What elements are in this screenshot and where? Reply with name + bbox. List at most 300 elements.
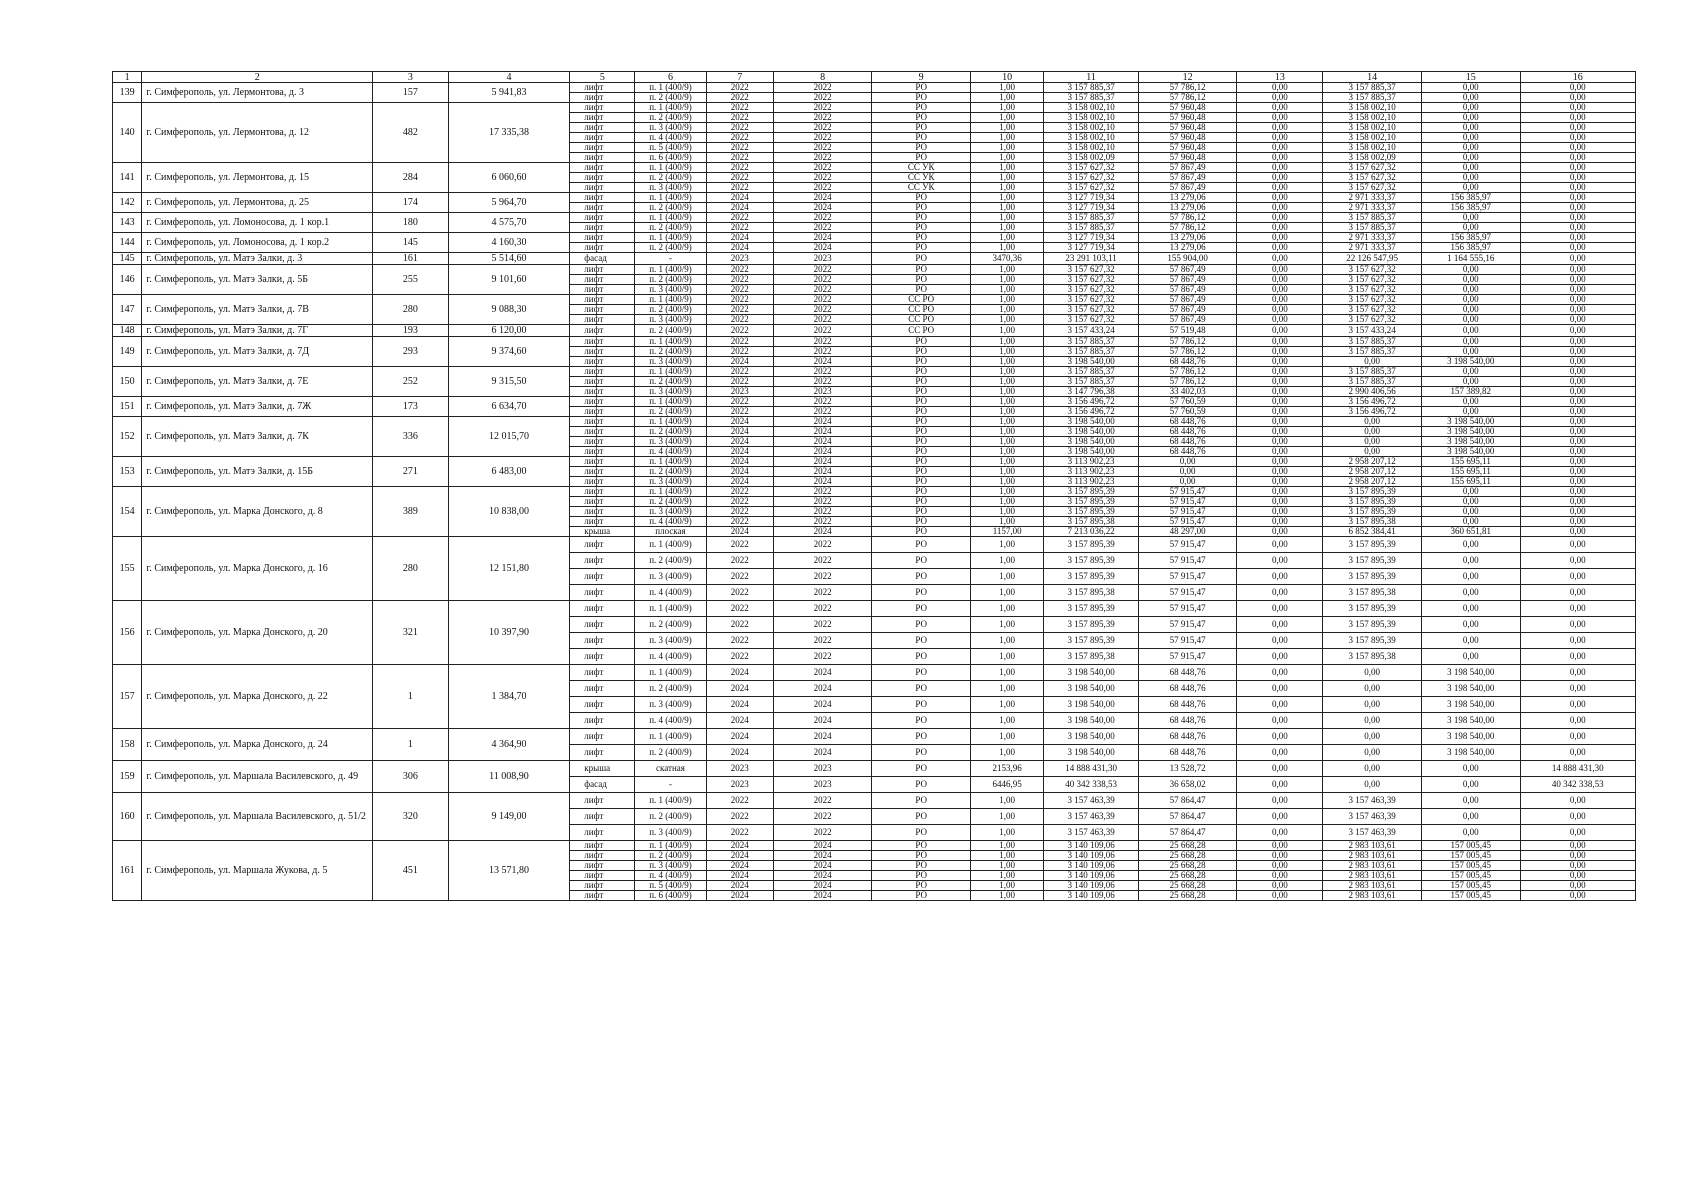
entrance: п. 5 (400/9): [635, 143, 706, 153]
total-cost: 3 157 627,32: [1044, 183, 1138, 193]
cost-fund-a: 0,00: [1237, 891, 1323, 901]
cost-extra: 57 786,12: [1138, 347, 1237, 357]
entrance: плоская: [635, 527, 706, 537]
cost-fund-d: 0,00: [1520, 337, 1635, 347]
funding-source: РО: [872, 825, 971, 841]
cost-fund-c: 0,00: [1421, 777, 1520, 793]
volume: 1,00: [970, 601, 1043, 617]
address-cell: г. Симферополь, ул. Матэ Залки, д. 7К: [142, 417, 373, 457]
funding-source: РО: [872, 665, 971, 681]
address-cell: г. Симферополь, ул. Марка Донского, д. 22: [142, 665, 373, 729]
year-end: 2022: [773, 163, 872, 173]
total-area: 5 941,83: [448, 83, 570, 103]
cost-fund-d: 0,00: [1520, 437, 1635, 447]
apartments-count: 173: [373, 397, 449, 417]
row-number: 143: [113, 213, 142, 233]
address-cell: г. Симферополь, ул. Матэ Залки, д. 15Б: [142, 457, 373, 487]
total-cost: 3 198 540,00: [1044, 447, 1138, 457]
cost-fund-b: 2 983 103,61: [1323, 851, 1422, 861]
total-cost: 3 198 540,00: [1044, 697, 1138, 713]
cost-fund-d: 0,00: [1520, 193, 1635, 203]
entrance: п. 2 (400/9): [635, 203, 706, 213]
cost-fund-c: 360 651,81: [1421, 527, 1520, 537]
year-start: 2024: [706, 861, 773, 871]
entrance: п. 1 (400/9): [635, 601, 706, 617]
work-type: лифт: [570, 265, 635, 275]
cost-fund-a: 0,00: [1237, 851, 1323, 861]
total-area: 5 514,60: [448, 253, 570, 265]
total-cost: 3 157 433,24: [1044, 325, 1138, 337]
volume: 1,00: [970, 265, 1043, 275]
cost-fund-d: 0,00: [1520, 367, 1635, 377]
work-type: лифт: [570, 377, 635, 387]
apartments-count: 280: [373, 537, 449, 601]
cost-extra: 57 915,47: [1138, 487, 1237, 497]
year-start: 2022: [706, 93, 773, 103]
funding-source: РО: [872, 601, 971, 617]
cost-extra: 68 448,76: [1138, 665, 1237, 681]
table-row: [113, 417, 1636, 427]
cost-fund-a: 0,00: [1237, 407, 1323, 417]
year-start: 2024: [706, 729, 773, 745]
volume: 1,00: [970, 729, 1043, 745]
entrance: п. 2 (400/9): [635, 173, 706, 183]
volume: 1,00: [970, 163, 1043, 173]
cost-fund-a: 0,00: [1237, 871, 1323, 881]
total-cost: 3 198 540,00: [1044, 665, 1138, 681]
cost-fund-d: 0,00: [1520, 517, 1635, 527]
address-cell: г. Симферополь, ул. Лермонтова, д. 3: [142, 83, 373, 103]
cost-fund-c: 0,00: [1421, 377, 1520, 387]
volume: 1,00: [970, 437, 1043, 447]
work-type: лифт: [570, 457, 635, 467]
cost-fund-a: 0,00: [1237, 285, 1323, 295]
funding-source: РО: [872, 851, 971, 861]
year-end: 2022: [773, 825, 872, 841]
volume: 1,00: [970, 713, 1043, 729]
volume: 1,00: [970, 477, 1043, 487]
cost-fund-a: 0,00: [1237, 213, 1323, 223]
cost-fund-b: 3 158 002,10: [1323, 143, 1422, 153]
cost-fund-d: 0,00: [1520, 83, 1635, 93]
total-cost: 3 158 002,10: [1044, 113, 1138, 123]
cost-fund-a: 0,00: [1237, 223, 1323, 233]
cost-fund-d: 0,00: [1520, 447, 1635, 457]
year-end: 2024: [773, 881, 872, 891]
year-start: 2022: [706, 265, 773, 275]
work-type: лифт: [570, 153, 635, 163]
funding-source: РО: [872, 527, 971, 537]
cost-fund-b: 3 157 627,32: [1323, 275, 1422, 285]
cost-fund-c: 0,00: [1421, 123, 1520, 133]
cost-fund-a: 0,00: [1237, 103, 1323, 113]
column-header: 5: [570, 72, 635, 83]
funding-source: РО: [872, 83, 971, 93]
volume: 2153,96: [970, 761, 1043, 777]
year-end: 2022: [773, 83, 872, 93]
cost-fund-d: 0,00: [1520, 103, 1635, 113]
cost-extra: 57 786,12: [1138, 337, 1237, 347]
cost-fund-b: 0,00: [1323, 745, 1422, 761]
cost-fund-a: 0,00: [1237, 367, 1323, 377]
cost-fund-b: 0,00: [1323, 427, 1422, 437]
work-type: лифт: [570, 367, 635, 377]
entrance: п. 1 (400/9): [635, 457, 706, 467]
cost-fund-c: 3 198 540,00: [1421, 447, 1520, 457]
cost-fund-a: 0,00: [1237, 793, 1323, 809]
year-end: 2022: [773, 103, 872, 113]
work-type: лифт: [570, 517, 635, 527]
entrance: п. 4 (400/9): [635, 133, 706, 143]
total-cost: 3 157 463,39: [1044, 793, 1138, 809]
cost-fund-a: 0,00: [1237, 861, 1323, 871]
volume: 1,00: [970, 113, 1043, 123]
year-start: 2022: [706, 601, 773, 617]
cost-fund-a: 0,00: [1237, 553, 1323, 569]
year-end: 2024: [773, 841, 872, 851]
cost-fund-a: 0,00: [1237, 315, 1323, 325]
cost-fund-a: 0,00: [1237, 83, 1323, 93]
total-cost: 3 157 885,37: [1044, 223, 1138, 233]
cost-fund-c: 3 198 540,00: [1421, 437, 1520, 447]
funding-source: РО: [872, 793, 971, 809]
total-area: 9 315,50: [448, 367, 570, 397]
entrance: п. 5 (400/9): [635, 881, 706, 891]
cost-fund-c: 3 198 540,00: [1421, 417, 1520, 427]
cost-extra: 0,00: [1138, 457, 1237, 467]
year-end: 2022: [773, 315, 872, 325]
cost-fund-c: 157 005,45: [1421, 861, 1520, 871]
entrance: п. 4 (400/9): [635, 517, 706, 527]
volume: 1,00: [970, 841, 1043, 851]
year-start: 2024: [706, 851, 773, 861]
total-cost: 3 198 540,00: [1044, 745, 1138, 761]
total-cost: 3 157 627,32: [1044, 173, 1138, 183]
cost-fund-c: 3 198 540,00: [1421, 427, 1520, 437]
total-cost: 3 157 627,32: [1044, 285, 1138, 295]
column-header: 6: [635, 72, 706, 83]
funding-source: РО: [872, 203, 971, 213]
total-cost: 3 140 109,06: [1044, 851, 1138, 861]
cost-fund-c: 0,00: [1421, 649, 1520, 665]
cost-extra: 13 279,06: [1138, 203, 1237, 213]
year-end: 2022: [773, 113, 872, 123]
year-start: 2022: [706, 103, 773, 113]
total-area: 17 335,38: [448, 103, 570, 163]
year-start: 2024: [706, 881, 773, 891]
cost-fund-b: 3 157 627,32: [1323, 315, 1422, 325]
cost-fund-d: 0,00: [1520, 891, 1635, 901]
cost-fund-c: 0,00: [1421, 633, 1520, 649]
cost-fund-c: 0,00: [1421, 337, 1520, 347]
year-start: 2022: [706, 407, 773, 417]
volume: 1,00: [970, 457, 1043, 467]
cost-fund-a: 0,00: [1237, 337, 1323, 347]
year-start: 2022: [706, 809, 773, 825]
funding-source: РО: [872, 697, 971, 713]
cost-fund-c: 157 005,45: [1421, 841, 1520, 851]
cost-fund-b: 3 156 496,72: [1323, 397, 1422, 407]
cost-fund-d: 14 888 431,30: [1520, 761, 1635, 777]
cost-fund-c: 3 198 540,00: [1421, 357, 1520, 367]
cost-fund-c: 0,00: [1421, 153, 1520, 163]
cost-fund-c: 156 385,97: [1421, 243, 1520, 253]
year-end: 2023: [773, 253, 872, 265]
cost-fund-d: 0,00: [1520, 527, 1635, 537]
apartments-count: 306: [373, 761, 449, 793]
table-row: [113, 265, 1636, 275]
cost-fund-c: 0,00: [1421, 163, 1520, 173]
cost-fund-a: 0,00: [1237, 447, 1323, 457]
work-type: лифт: [570, 871, 635, 881]
funding-source: РО: [872, 243, 971, 253]
volume: 1,00: [970, 133, 1043, 143]
work-type: лифт: [570, 295, 635, 305]
volume: 1,00: [970, 537, 1043, 553]
year-start: 2022: [706, 347, 773, 357]
cost-fund-a: 0,00: [1237, 761, 1323, 777]
year-end: 2024: [773, 861, 872, 871]
cost-fund-a: 0,00: [1237, 397, 1323, 407]
repair-schedule-table: [112, 71, 1636, 901]
year-end: 2024: [773, 437, 872, 447]
cost-fund-a: 0,00: [1237, 585, 1323, 601]
entrance: п. 2 (400/9): [635, 275, 706, 285]
cost-fund-a: 0,00: [1237, 233, 1323, 243]
cost-fund-b: 3 158 002,10: [1323, 133, 1422, 143]
funding-source: РО: [872, 745, 971, 761]
funding-source: СС РО: [872, 295, 971, 305]
total-cost: 3 140 109,06: [1044, 891, 1138, 901]
cost-extra: 57 786,12: [1138, 367, 1237, 377]
year-end: 2022: [773, 633, 872, 649]
work-type: лифт: [570, 851, 635, 861]
work-type: лифт: [570, 729, 635, 745]
volume: 1,00: [970, 569, 1043, 585]
total-cost: 3 157 895,39: [1044, 487, 1138, 497]
work-type: лифт: [570, 233, 635, 243]
total-area: 6 634,70: [448, 397, 570, 417]
total-area: 9 374,60: [448, 337, 570, 367]
year-end: 2024: [773, 467, 872, 477]
year-end: 2022: [773, 173, 872, 183]
year-start: 2024: [706, 447, 773, 457]
year-start: 2022: [706, 223, 773, 233]
funding-source: РО: [872, 275, 971, 285]
volume: 1,00: [970, 497, 1043, 507]
total-area: 12 015,70: [448, 417, 570, 457]
cost-fund-c: 0,00: [1421, 173, 1520, 183]
cost-fund-c: 0,00: [1421, 285, 1520, 295]
volume: 1157,00: [970, 527, 1043, 537]
entrance: п. 1 (400/9): [635, 537, 706, 553]
cost-extra: 25 668,28: [1138, 871, 1237, 881]
cost-fund-a: 0,00: [1237, 143, 1323, 153]
cost-fund-a: 0,00: [1237, 517, 1323, 527]
cost-fund-a: 0,00: [1237, 275, 1323, 285]
funding-source: РО: [872, 507, 971, 517]
cost-fund-c: 157 389,82: [1421, 387, 1520, 397]
year-start: 2024: [706, 665, 773, 681]
volume: 1,00: [970, 871, 1043, 881]
work-type: лифт: [570, 617, 635, 633]
volume: 1,00: [970, 617, 1043, 633]
year-start: 2022: [706, 367, 773, 377]
year-end: 2022: [773, 601, 872, 617]
row-number: 148: [113, 325, 142, 337]
entrance: п. 1 (400/9): [635, 213, 706, 223]
cost-fund-c: 0,00: [1421, 407, 1520, 417]
cost-fund-d: 0,00: [1520, 427, 1635, 437]
volume: 1,00: [970, 681, 1043, 697]
column-header: 16: [1520, 72, 1635, 83]
work-type: лифт: [570, 213, 635, 223]
entrance: п. 1 (400/9): [635, 417, 706, 427]
cost-fund-b: 3 157 463,39: [1323, 793, 1422, 809]
volume: 1,00: [970, 585, 1043, 601]
entrance: п. 4 (400/9): [635, 713, 706, 729]
cost-fund-b: 2 958 207,12: [1323, 467, 1422, 477]
volume: 1,00: [970, 83, 1043, 93]
total-cost: 3 157 895,39: [1044, 617, 1138, 633]
cost-fund-b: 3 158 002,09: [1323, 153, 1422, 163]
cost-fund-a: 0,00: [1237, 649, 1323, 665]
total-cost: 3 157 463,39: [1044, 825, 1138, 841]
cost-extra: 25 668,28: [1138, 851, 1237, 861]
cost-fund-d: 0,00: [1520, 713, 1635, 729]
year-start: 2022: [706, 553, 773, 569]
cost-fund-b: 2 958 207,12: [1323, 457, 1422, 467]
cost-fund-d: 0,00: [1520, 243, 1635, 253]
entrance: п. 2 (400/9): [635, 243, 706, 253]
cost-fund-c: 0,00: [1421, 133, 1520, 143]
cost-fund-d: 0,00: [1520, 183, 1635, 193]
cost-fund-b: 2 983 103,61: [1323, 881, 1422, 891]
volume: 3470,36: [970, 253, 1043, 265]
year-start: 2022: [706, 377, 773, 387]
funding-source: РО: [872, 487, 971, 497]
entrance: п. 1 (400/9): [635, 233, 706, 243]
cost-extra: 57 915,47: [1138, 517, 1237, 527]
entrance: п. 1 (400/9): [635, 665, 706, 681]
funding-source: РО: [872, 713, 971, 729]
volume: 1,00: [970, 745, 1043, 761]
cost-fund-a: 0,00: [1237, 243, 1323, 253]
entrance: п. 3 (400/9): [635, 697, 706, 713]
funding-source: РО: [872, 213, 971, 223]
year-end: 2022: [773, 507, 872, 517]
cost-extra: 57 867,49: [1138, 265, 1237, 275]
funding-source: РО: [872, 467, 971, 477]
cost-fund-d: 0,00: [1520, 825, 1635, 841]
cost-fund-b: 2 983 103,61: [1323, 841, 1422, 851]
work-type: лифт: [570, 203, 635, 213]
apartments-count: 1: [373, 729, 449, 761]
entrance: п. 4 (400/9): [635, 585, 706, 601]
table-row: [113, 103, 1636, 113]
cost-fund-b: 3 157 895,39: [1323, 617, 1422, 633]
volume: 1,00: [970, 305, 1043, 315]
cost-fund-a: 0,00: [1237, 153, 1323, 163]
address-cell: г. Симферополь, ул. Матэ Залки, д. 7Е: [142, 367, 373, 397]
total-cost: 3 113 902,23: [1044, 467, 1138, 477]
cost-fund-a: 0,00: [1237, 193, 1323, 203]
total-cost: 3 157 895,38: [1044, 517, 1138, 527]
total-cost: 40 342 338,53: [1044, 777, 1138, 793]
year-start: 2022: [706, 617, 773, 633]
year-end: 2024: [773, 203, 872, 213]
total-cost: 3 198 540,00: [1044, 681, 1138, 697]
address-cell: г. Симферополь, ул. Марка Донского, д. 24: [142, 729, 373, 761]
year-end: 2024: [773, 851, 872, 861]
cost-fund-a: 0,00: [1237, 497, 1323, 507]
cost-fund-d: 0,00: [1520, 325, 1635, 337]
cost-fund-c: 0,00: [1421, 397, 1520, 407]
cost-fund-b: 3 157 895,38: [1323, 649, 1422, 665]
volume: 1,00: [970, 223, 1043, 233]
year-end: 2022: [773, 497, 872, 507]
volume: 1,00: [970, 407, 1043, 417]
apartments-count: 193: [373, 325, 449, 337]
cost-extra: 0,00: [1138, 477, 1237, 487]
entrance: п. 1 (400/9): [635, 729, 706, 745]
address-cell: г. Симферополь, ул. Маршала Василевского, д. 51/2: [142, 793, 373, 841]
cost-fund-c: 0,00: [1421, 265, 1520, 275]
column-header: 15: [1421, 72, 1520, 83]
table-row: [113, 295, 1636, 305]
cost-extra: 68 448,76: [1138, 697, 1237, 713]
volume: 1,00: [970, 417, 1043, 427]
work-type: лифт: [570, 193, 635, 203]
work-type: лифт: [570, 123, 635, 133]
entrance: п. 3 (400/9): [635, 387, 706, 397]
total-cost: 3 157 885,37: [1044, 377, 1138, 387]
work-type: лифт: [570, 407, 635, 417]
row-number: 154: [113, 487, 142, 537]
column-header: 10: [970, 72, 1043, 83]
cost-fund-c: 157 005,45: [1421, 891, 1520, 901]
address-cell: г. Симферополь, ул. Марка Донского, д. 16: [142, 537, 373, 601]
year-start: 2024: [706, 193, 773, 203]
year-end: 2022: [773, 397, 872, 407]
cost-extra: 57 864,47: [1138, 825, 1237, 841]
apartments-count: 482: [373, 103, 449, 163]
total-area: 6 483,00: [448, 457, 570, 487]
funding-source: СС УК: [872, 173, 971, 183]
column-number-row: [113, 72, 1636, 83]
table-row: [113, 841, 1636, 851]
cost-fund-d: 0,00: [1520, 793, 1635, 809]
cost-fund-a: 0,00: [1237, 347, 1323, 357]
year-end: 2022: [773, 793, 872, 809]
cost-fund-a: 0,00: [1237, 173, 1323, 183]
cost-fund-b: 0,00: [1323, 761, 1422, 777]
cost-fund-b: 3 157 433,24: [1323, 325, 1422, 337]
row-number: 146: [113, 265, 142, 295]
work-type: лифт: [570, 681, 635, 697]
cost-fund-b: 3 157 463,39: [1323, 825, 1422, 841]
cost-fund-a: 0,00: [1237, 665, 1323, 681]
cost-fund-b: 3 156 496,72: [1323, 407, 1422, 417]
cost-fund-b: 3 157 895,39: [1323, 497, 1422, 507]
cost-extra: 57 867,49: [1138, 163, 1237, 173]
cost-fund-a: 0,00: [1237, 633, 1323, 649]
cost-fund-c: 0,00: [1421, 507, 1520, 517]
entrance: п. 1 (400/9): [635, 367, 706, 377]
volume: 6446,95: [970, 777, 1043, 793]
year-end: 2024: [773, 357, 872, 367]
total-area: 10 838,00: [448, 487, 570, 537]
